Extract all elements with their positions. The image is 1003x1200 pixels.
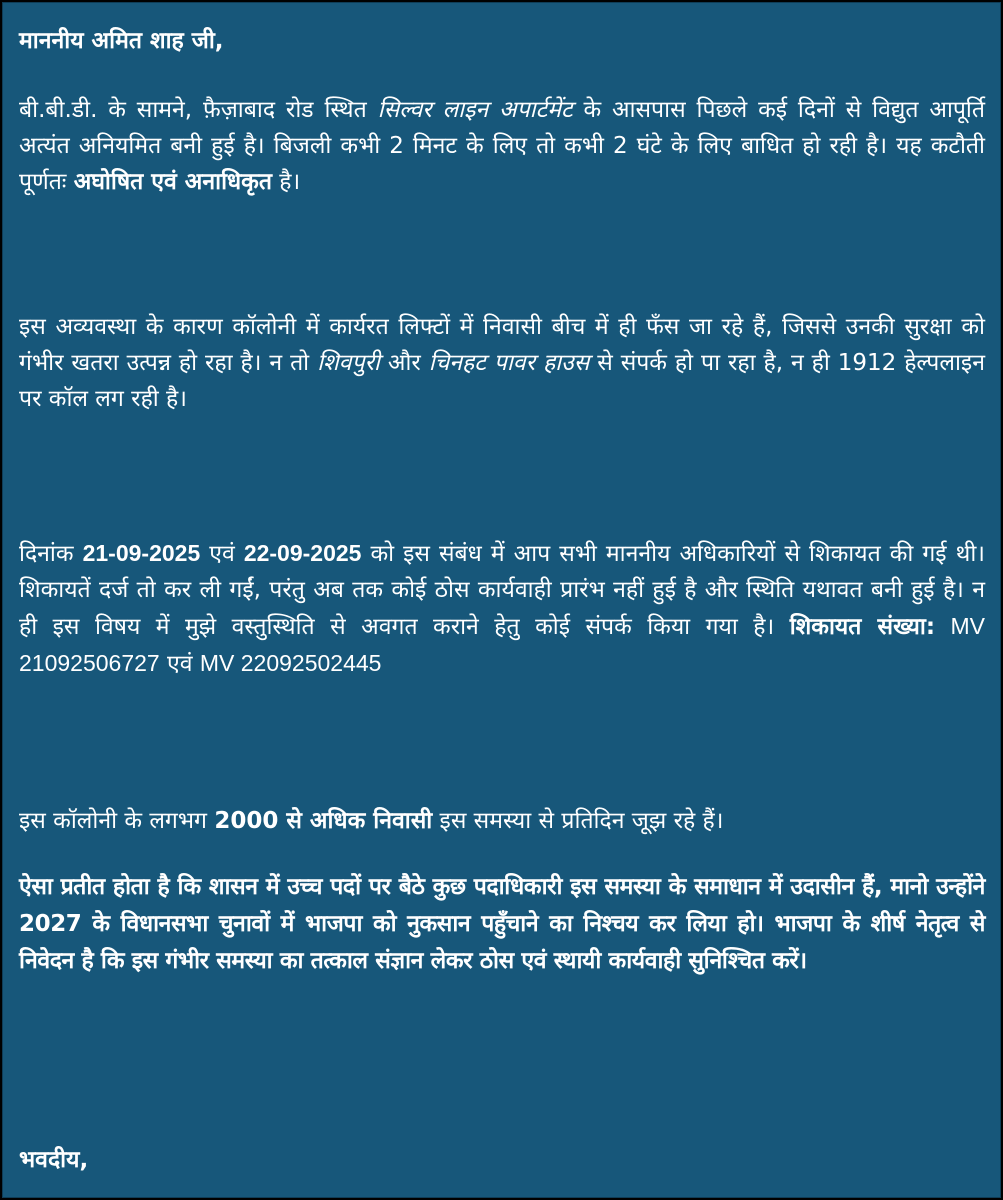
complaint-date-2: 22-09-2025 (243, 540, 362, 566)
salutation: माननीय अमित शाह जी, (19, 28, 224, 54)
p3-text-1: दिनांक (19, 541, 83, 567)
letter-page (2, 2, 1001, 1198)
complaint-number-2: MV 22092502445 (199, 650, 382, 676)
p1-text-3: है। (271, 169, 301, 195)
p1-text-1: बी.बी.डी. के सामने, फ़ैज़ाबाद रोड स्थित (19, 97, 378, 123)
p3-text-3: को इस संबंध में आप सभी माननीय अधिकारियों से शिकायत की गई थी। शिकायतें दर्ज तो कर ली गईं, परंतु अब तक कोई ठोस कार्यवाही प्रारंभ नहीं हुई है और स्थिति यथावत बनी हुई है। न ही इस विषय में मुझे वस्तुस्थिति से अवगत कराने हेतु कोई संपर्क किया गया है। (19, 541, 985, 640)
p4-text-2: इस समस्या से प्रतिदिन जूझ रहे हैं। (432, 808, 724, 834)
paragraph-complaints (19, 535, 985, 682)
paragraph-appeal: ऐसा प्रतीत होता है कि शासन में उच्च पदों पर बैठे कुछ पदाधिकारी इस समस्या के समाधान में उदासीन हैं, मानो उन्होंने 2027 के विधानसभा चुनावों में भाजपा को नुकसान पहुँचाने का निश्चय कर लिया हो। भाजपा के शीर्ष नेतृत्व से निवेदन है कि इस गंभीर समस्या का तत्काल संज्ञान लेकर ठोस एवं स्थायी कार्यवाही सुनिश्चित करें। (19, 874, 985, 974)
complaint-number-1: MV 21092506727 (19, 613, 985, 676)
apartment-name: सिल्वर लाइन अपार्टमेंट (377, 97, 573, 123)
shivpuri-name: शिवपुरी (317, 350, 380, 376)
closing: भवदीय, (19, 1147, 89, 1173)
unannounced-emphasis: अघोषित एवं अनाधिकृत (73, 169, 272, 195)
complaint-number-label: शिकायत संख्या: (789, 614, 936, 640)
paragraph-lift-safety (19, 309, 985, 417)
paragraph-power-outage (19, 92, 985, 200)
complaint-date-1: 21-09-2025 (82, 540, 201, 566)
p3-text-2: एवं (200, 541, 244, 567)
paragraph-residents (19, 803, 985, 839)
p2-text-1: इस अव्यवस्था के कारण कॉलोनी में कार्यरत लिफ्टों में निवासी बीच में ही फँस जा रहे हैं, जिससे उनकी सुरक्षा को गंभीर खतरा उत्पन्न हो रहा है। न तो (19, 314, 985, 376)
residents-count-emphasis: 2000 से अधिक निवासी (214, 808, 433, 834)
p2-text-3: से संपर्क हो पा रहा है, न ही 1912 हेल्पलाइन पर कॉल लग रही है। (19, 350, 985, 412)
p3-text-4: एवं (159, 651, 200, 677)
p2-text-2: और (379, 350, 429, 376)
p4-text-1: इस कॉलोनी के लगभग (19, 808, 215, 834)
p1-text-2: के आसपास पिछले कई दिनों से विद्युत आपूर्ति अत्यंत अनियमित बनी हुई है। बिजली कभी 2 मिनट के लिए तो कभी 2 घंटे के लिए बाधित हो रही है। यह कटौती पूर्णतः (19, 97, 985, 195)
chinhat-power-house-name: चिनहट पावर हाउस (428, 350, 590, 376)
